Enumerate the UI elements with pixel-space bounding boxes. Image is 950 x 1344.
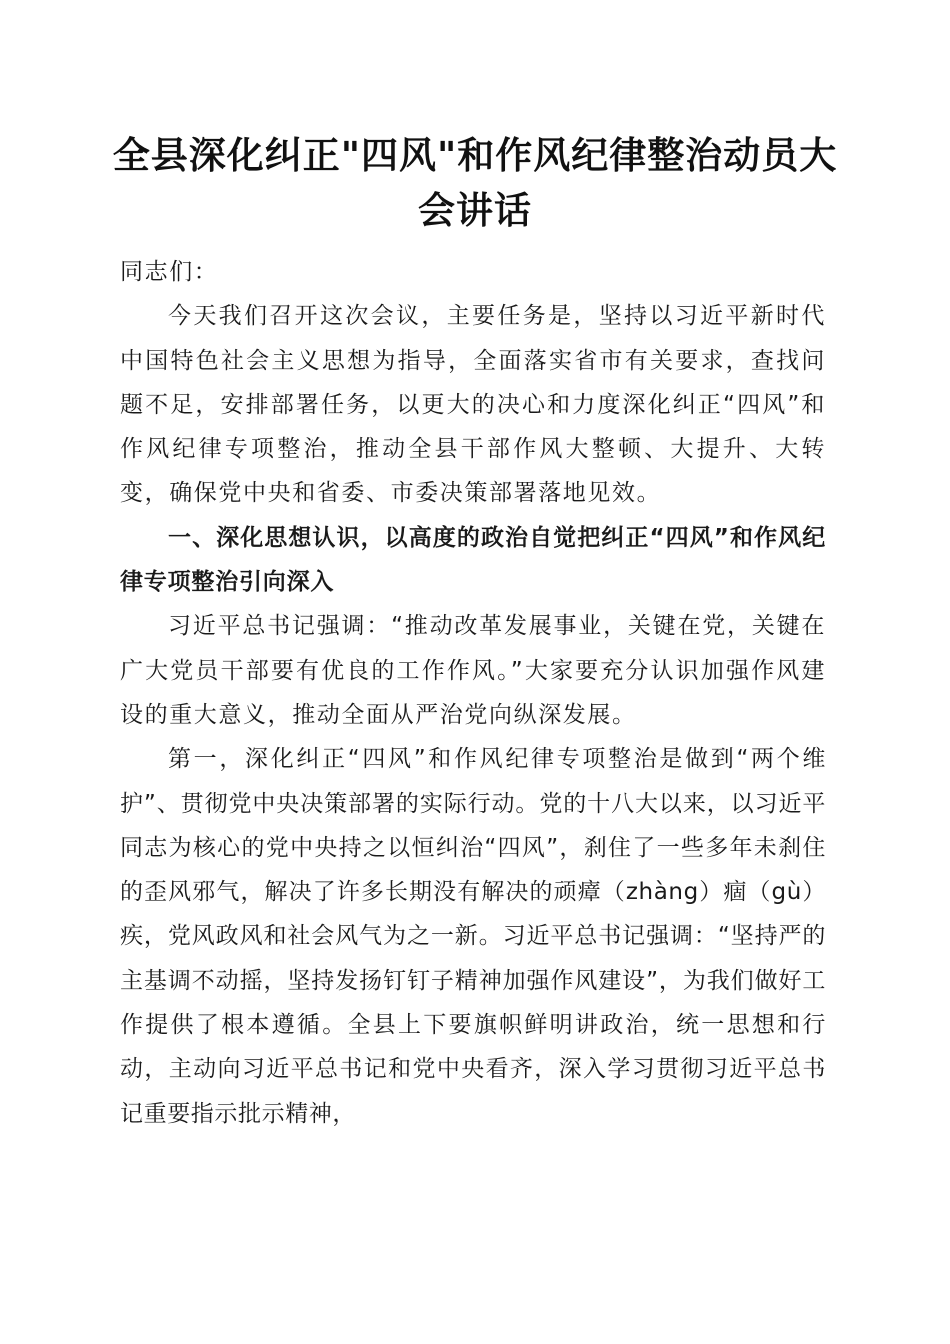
salutation: 同志们：	[120, 259, 219, 285]
document-title: 全县深化纠正"四风"和作风纪律整治动员大会讲话	[112, 133, 838, 232]
paragraph-quote: 习近平总书记强调：“推动改革发展事业，关键在党，关键在广大党员干部要有优良的工作作风。”大家要充分认识加强作风建设的重大意义，推动全面从严治党向纵深发展。	[120, 613, 826, 728]
paragraph-intro: 今天我们召开这次会议，主要任务是，坚持以习近平新时代中国特色社会主义思想为指导，全面落实省市有关要求，查找问题不足，安排部署任务，以更大的决心和力度深化纠正“四风”和作风纪律专项整治，推动全县干部作风大整顿、大提升、大转变，确保党中央和省委、市委决策部署落地见效。	[120, 303, 826, 507]
section-heading-1: 一、深化思想认识，以高度的政治自觉把纠正“四风”和作风纪律专项整治引向深入	[120, 524, 826, 596]
document-body	[120, 250, 826, 1136]
paragraph-first-point: 第一，深化纠正“四风”和作风纪律专项整治是做到“两个维护”、贯彻党中央决策部署的实际行动。党的十八大以来，以习近平同志为核心的党中央持之以恒纠治“四风”，刹住了一些多年未刹住的歪风邪气，解决了许多长期没有解决的顽瘴（zhàng）痼（gù）疾，党风政风和社会风气为之一新。习近平总书记强调：“坚持严的主基调不动摇，坚持发扬钉钉子精神加强作风建设”，为我们做好工作提供了根本遵循。全县上下要旗帜鲜明讲政治，统一思想和行动，主动向习近平总书记和党中央看齐，深入学习贯彻习近平总书记重要指示批示精神，	[120, 746, 826, 1127]
